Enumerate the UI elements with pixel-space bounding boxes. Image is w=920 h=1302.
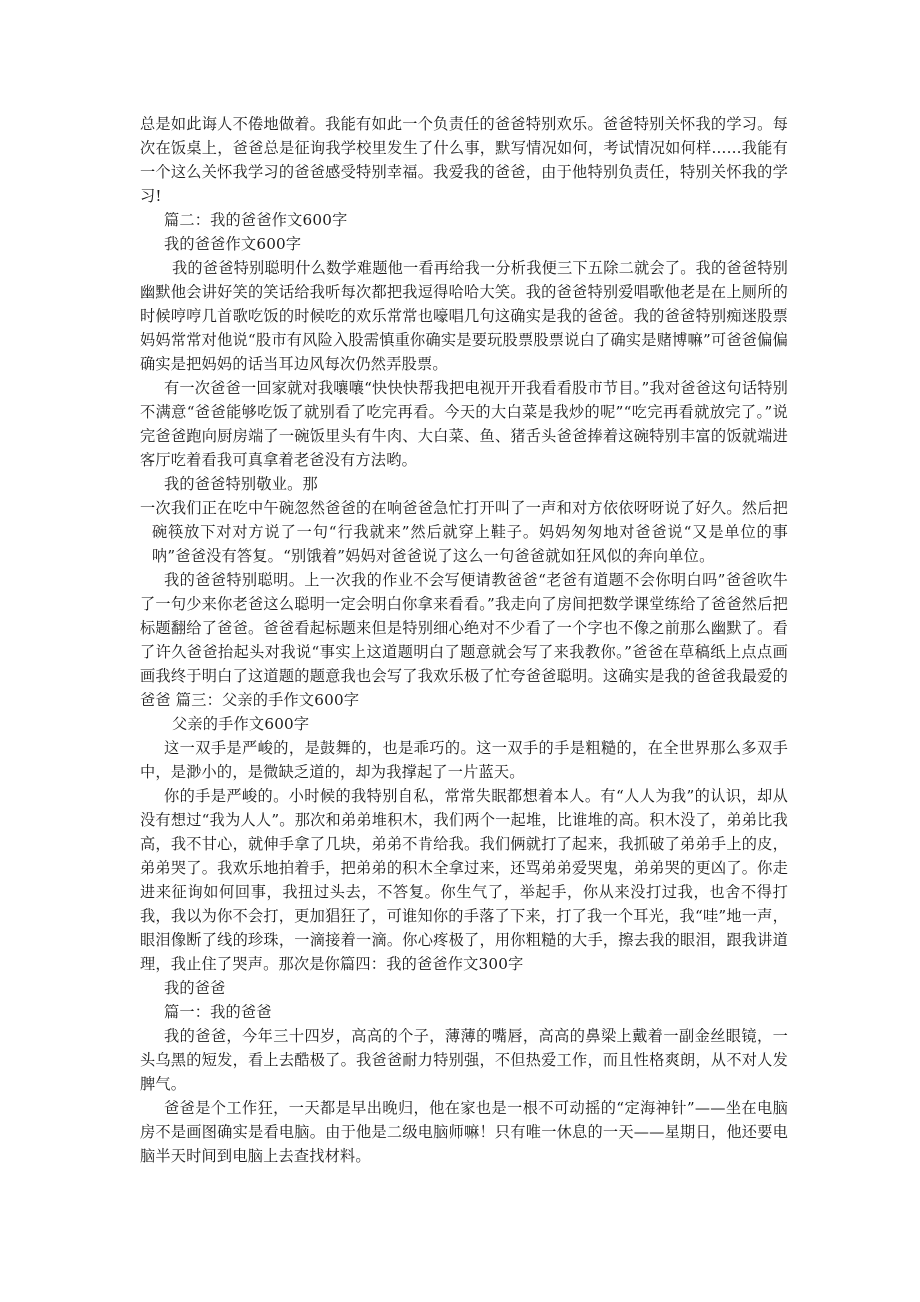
paragraph: 我的爸爸特别聪明什么数学难题他一看再给我一分析我便三下五除二就会了。我的爸爸特别幽默他会讲好笑的笑话给我听每次都把我逗得哈哈大笑。我的爸爸特别爱唱歌他老是在上厕所的时候哼哼几首歌吃饭的时候吃的欢乐常常也嚎唱几句这确实是我的爸爸。我的爸爸特别痴迷股票妈妈常常对他说“股市有风险入股需慎重你确实是要玩股票股票说白了确实是赌博嘛”可爸爸偏偏确实是把妈妈的话当耳边风每次仍然弄股票。 bbox=[140, 259, 788, 373]
paragraph: 有一次爸爸一回家就对我嚷嚷“快快快帮我把电视开开我看看股市节目。”我对爸爸这句话特别不满意“爸爸能够吃饭了就别看了吃完再看。今天的大白菜是我炒的呢”“吃完再看就放完了。”说完爸爸跑向厨房端了一碗饭里头有牛肉、大白菜、鱼、猪舌头爸爸捧着这碗特别丰富的饭就端进客厅吃着看我可真拿着老爸没有方法哟。 bbox=[140, 379, 788, 469]
paragraph-intro: 总是如此诲人不倦地做着。我能有如此一个负责任的爸爸特别欢乐。爸爸特别关怀我的学习。每次在饭桌上，爸爸总是征询我学校里发生了什么事，默写情况如何，考试情况如何样......我能有一个这么关怀我学习的爸爸感受特别幸福。我爱我的爸爸，由于他特别负责任，特别关怀我的学习! bbox=[140, 115, 788, 205]
paragraph: 我的爸爸特别敬业。那 bbox=[164, 475, 318, 493]
paragraph: 这一双手是严峻的，是鼓舞的，也是乖巧的。这一双手的手是粗糙的，在全世界那么多双手中，是渺小的，是微缺乏道的，却为我撑起了一片蓝天。 bbox=[140, 739, 788, 781]
paragraph: 一次我们正在吃中午碗忽然爸爸的在响爸爸急忙打开叫了一声和对方依依呀呀说了好久。然后把碗筷放下对对方说了一句“行我就来”然后就穿上鞋子。妈妈匆匆地对爸爸说“又是单位的事呐”爸爸没有答复。“别饿着”妈妈对爸爸说了这么一句爸爸就如狂风似的奔向单位。 bbox=[140, 499, 788, 565]
paragraph: 爸爸是个工作狂，一天都是早出晚归，他在家也是一根不可动摇的“定海神针”——坐在电脑房不是画图确实是看电脑。由于他是二级电脑师嘛！只有唯一休息的一天——星期日，他还要电脑半天时间到电脑上去查找材料。 bbox=[140, 1099, 788, 1165]
paragraph: 我的爸爸特别聪明。上一次我的作业不会写便请教爸爸“老爸有道题不会你明白吗”爸爸吹牛了一句少来你老爸这么聪明一定会明白你拿来看看。”我走向了房间把数学课堂练给了爸爸然后把标题翻给了爸爸。爸爸看起标题来但是特别细心绝对不少看了一个字也不像之前那么幽默了。看了许久爸爸抬起头对我说“事实上这道题明白了题意就会写了来我教你。”爸爸在草稿纸上点点画画我终于明白了这道题的题意我也会写了我欢乐极了忙夸爸爸聪明。这确实是我的爸爸我最爱的爸爸 篇三：父亲的手作文600字 bbox=[140, 571, 788, 709]
section-heading-2: 篇二：我的爸爸作文600字 bbox=[164, 211, 348, 229]
article-title-3: 父亲的手作文600字 bbox=[172, 715, 310, 733]
paragraph: 我的爸爸，今年三十四岁，高高的个子，薄薄的嘴唇，高高的鼻梁上戴着一副金丝眼镜，一头乌黑的短发，看上去酷极了。我爸爸耐力特别强，不但热爱工作，而且性格爽朗，从不对人发脾气。 bbox=[140, 1027, 788, 1093]
article-title-2: 我的爸爸作文600字 bbox=[164, 235, 302, 253]
section-heading-1: 篇一：我的爸爸 bbox=[164, 1003, 272, 1021]
article-title-4: 我的爸爸 bbox=[164, 979, 226, 997]
paragraph: 你的手是严峻的。小时候的我特别自私，常常失眠都想着本人。有“人人为我”的认识，却从没有想过“我为人人”。那次和弟弟堆积木，我们两个一起堆，比谁堆的高。积木没了，弟弟比我高，我不甘心，就伸手拿了几块，弟弟不肯给我。我们俩就打了起来，我抓破了弟弟手上的皮，弟弟哭了。我欢乐地拍着手，把弟弟的积木全拿过来，还骂弟弟爱哭鬼，弟弟哭的更凶了。你走进来征询如何回事，我扭过头去，不答复。你生气了，举起手，你从来没打过我，也舍不得打我，我以为你不会打，更加猖狂了，可谁知你的手落了下来，打了我一个耳光，我“哇”地一声，眼泪像断了线的珍珠，一滴接着一滴。你心疼极了，用你粗糙的大手，擦去我的眼泪，跟我讲道理，我止住了哭声。那次是你篇四：我的爸爸作文300字 bbox=[140, 787, 788, 973]
document-body bbox=[140, 112, 788, 1168]
